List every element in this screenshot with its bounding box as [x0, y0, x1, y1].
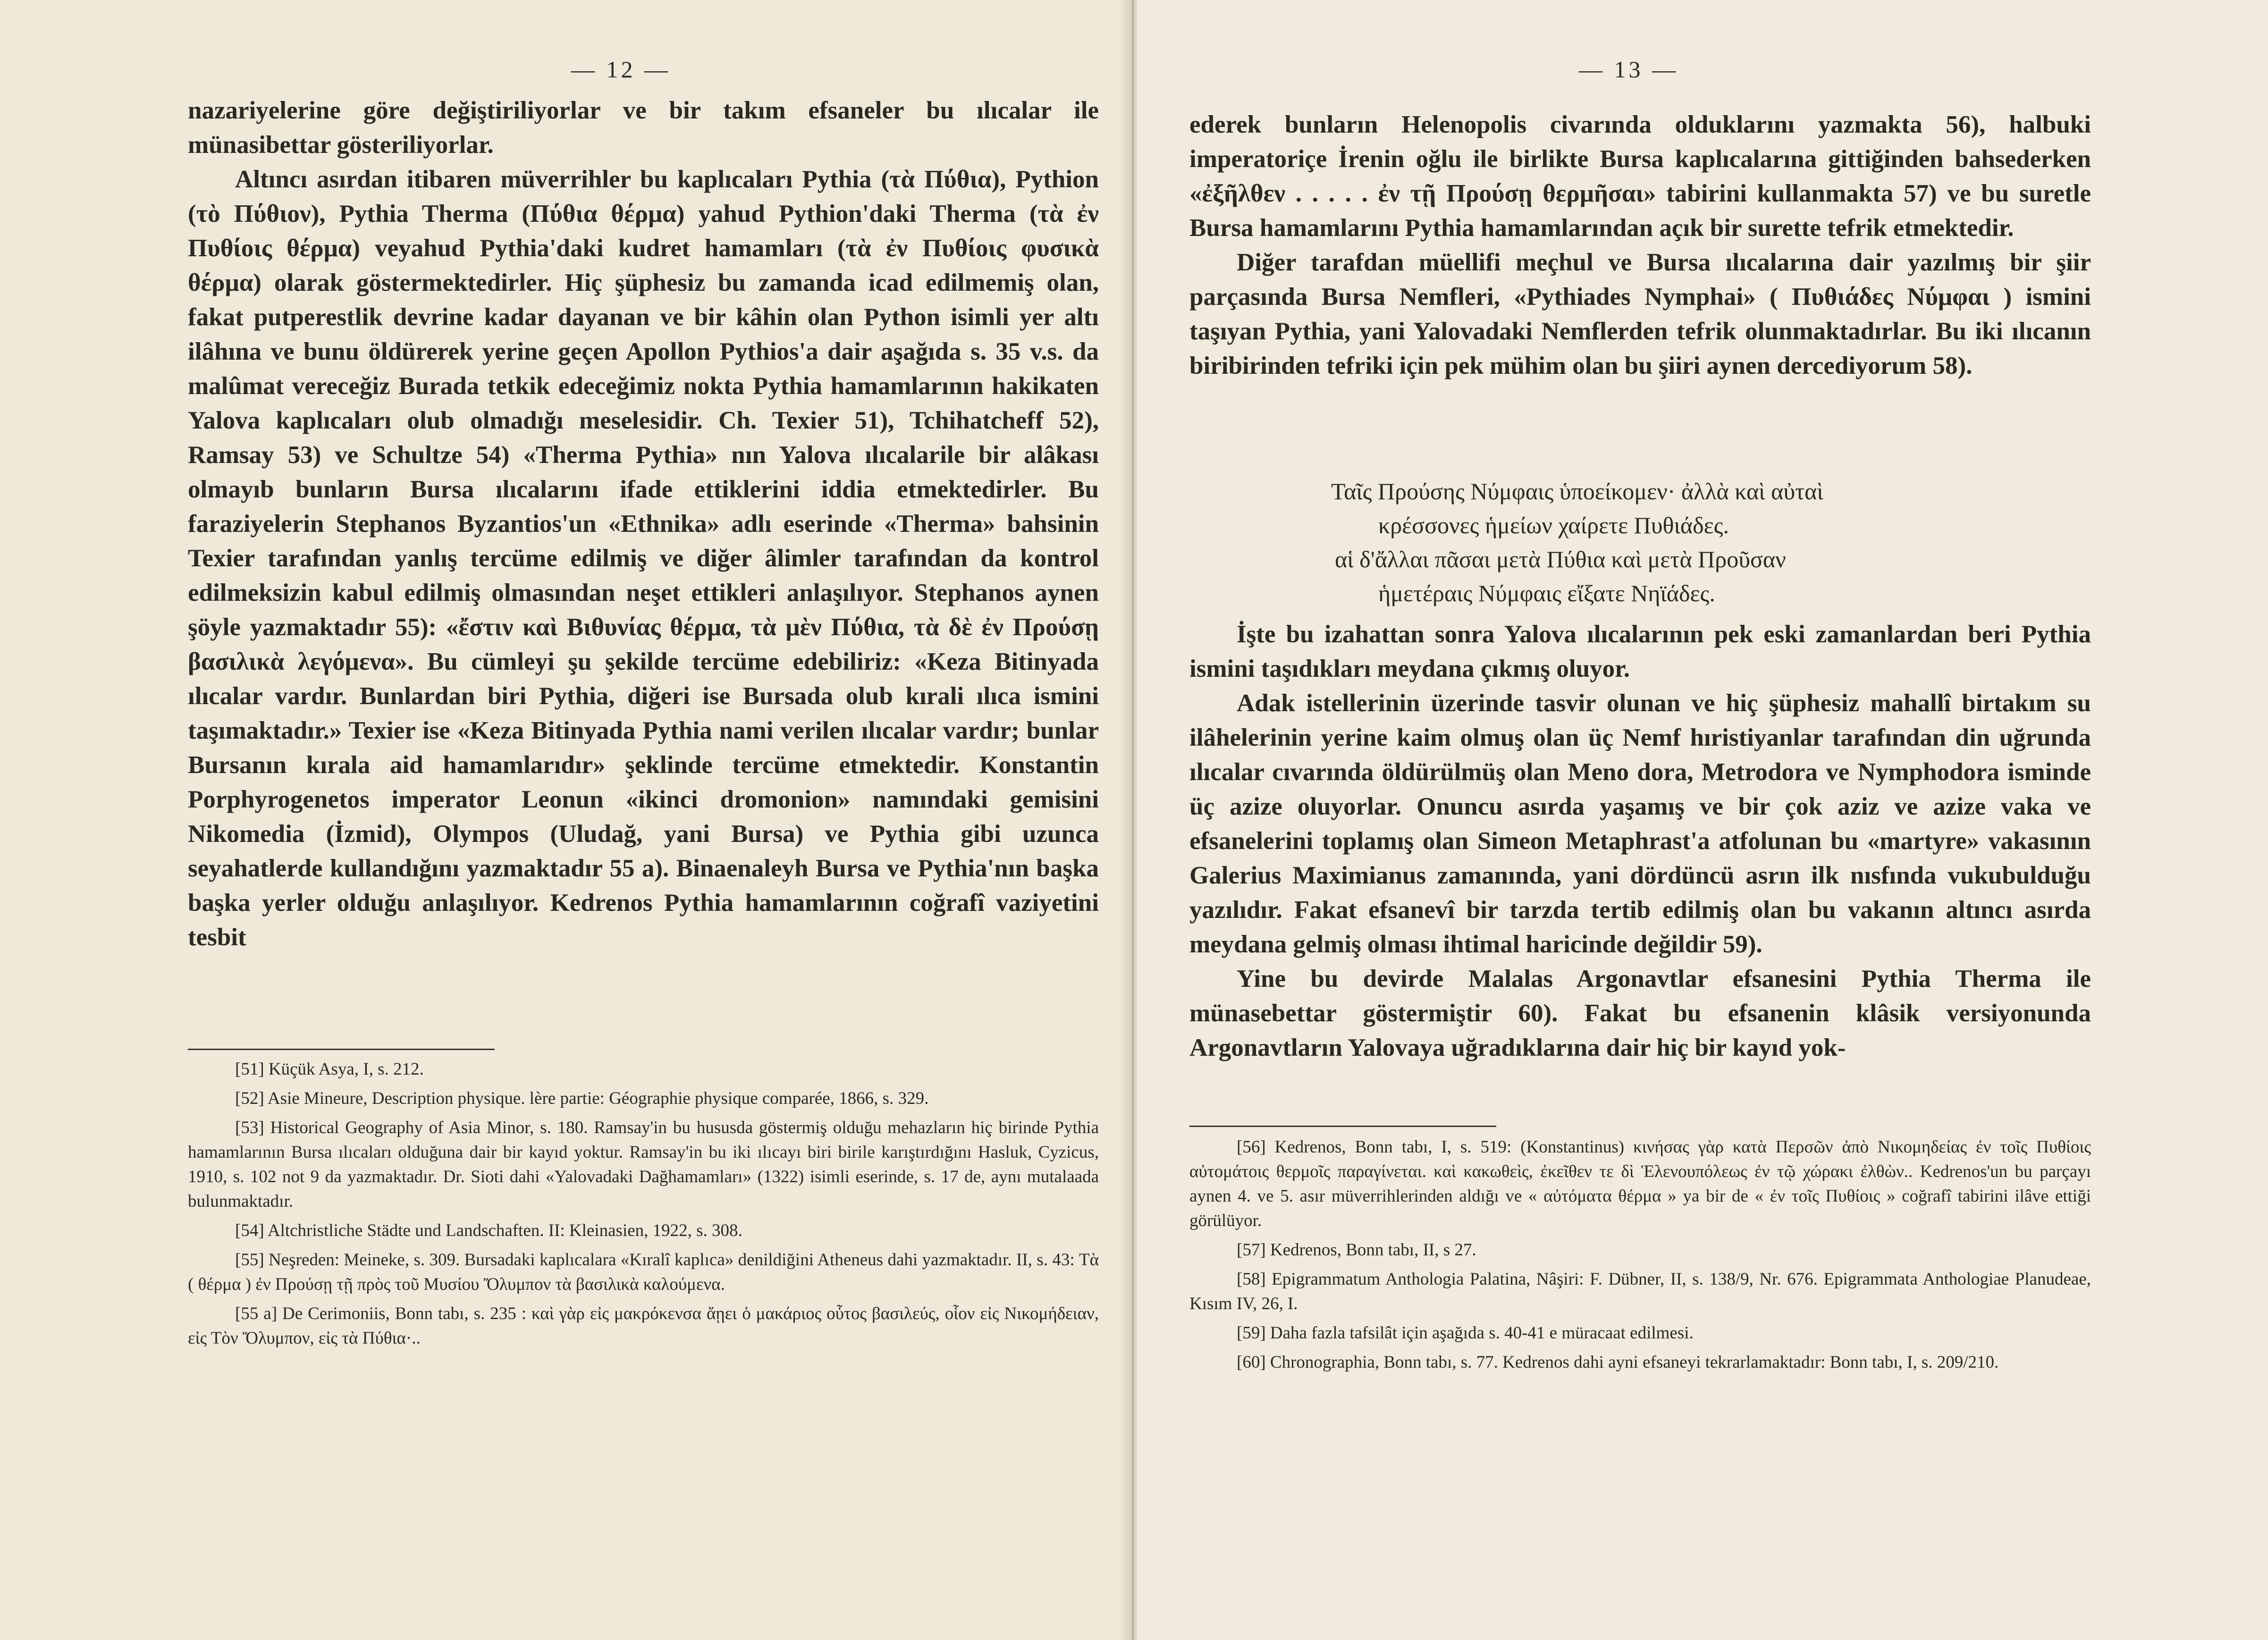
footnote-56: [56] Kedrenos, Bonn tabı, I, s. 519: (Konstantinus) κινήσας γὰρ κατὰ Περσῶν ἀπὸ Νικομηδείας ἐν τοῖς Πυθίοις αὐτομάτοις θερμοῖς παραγίνεται. καὶ κακωθεὶς, ἐκεῖθεν τε δὶ Ἑλενουπόλεως ἐν τῷ χώρακι ἐλθὼν.. Kedrenos'un bu parçayı aynen 4. ve 5. asır müverrihlerinden aldığı ve « αὐτόματα θέρμα » ya bir de « ἐν τοῖς Πυθίοις » coğrafî tabirini ilâve ettiği görülüyor.: [1189, 1137, 2091, 1230]
right-paragraph: Adak istellerinin üzerinde tasvir olunan ve hiç şüphesiz mahallî birtakım su ilâhelerinin yerine kaim olmuş olan üç Nemf hıristiyanlar tarafından din uğrunda ılıcalar cıvarında öldürülmüş olan Meno dora, Metrodora ve Nymphodora isminde üç azize oluyorlar. Onuncu asırda yaşamış ve bir çok aziz ve azize vaka ve efsanelerini toplamış olan Simeon Metaphrast'a atfolunan bu «martyre» vakasının Galerius Maximianus zamanında, yani dördüncü asrın ilk nısfında vukubulduğu yazılıdır. Fakat efsanevî bir tarzda tertib edilmiş olan bu vakanın altıncı asırda meydana gelmiş olması ihtimal haricinde değildir 59).: [1189, 690, 2091, 958]
footnote-53: [53] Historical Geography of Asia Minor, s. 180. Ramsay'in bu hususda göstermiş olduğu mehazların hiç birinde Pythia hamamlarının Bursa ılıcaları olduğuna dair bir kayıd yoktur. Ramsay'in bu iki ılıcayı biri birile karıştırdığını Hasluk, Cyzicus, 1910, s. 102 not 9 da yazmaktadır. Dr. Sioti dahi «Yalovadaki Dağhamamları» (1322) isimli eserinde, s. 17 de, aynı mutalaada bulunmaktadır.: [188, 1118, 1099, 1211]
right-body-text-top: [1189, 108, 2091, 383]
poem-line: ἡμετέραις Νύμφαις εἴξατε Νηϊάδες.: [1378, 580, 1715, 606]
left-paragraph: nazariyelerine göre değiştiriliyorlar ve bir takım efsaneler bu ılıcalar ile münasibettar gösteriliyorlar.: [188, 97, 1099, 159]
left-page: [0, 0, 1133, 1640]
page-number-right: — 13 —: [1579, 56, 1678, 83]
greek-poem: [1331, 474, 1992, 610]
footnote-51: [51] Küçük Asya, I, s. 212.: [235, 1060, 424, 1079]
right-paragraph: İşte bu izahattan sonra Yalova ılıcalarının pek eski zamanlardan beri Pythia ismini taşıdıkları meydana çıkmış oluyor.: [1189, 621, 2091, 682]
footnote-55a: [55 a] De Cerimoniis, Bonn tabı, s. 235 : καὶ γὰρ εἰς μακρόκενσα ἄῃει ὁ μακάριος οὗτος βασιλεύς, οἷον εἰς Νικομήδειαν, εἰς Τὸν Ὄλυμπον, εἰς τὰ Πύθια·..: [188, 1304, 1099, 1348]
right-paragraph: ederek bunların Helenopolis civarında olduklarını yazmakta 56), halbuki imperatoriçe İrenin oğlu ile birlikte Bursa kaplıcalarına gittiğinden bahsederken «ἐξῆλθεν . . . . . ἐν τῇ Προύσῃ θερμῆσαι» tabirini kullanmakta 57) ve bu suretle Bursa hamamlarını Pythia hamamlarından açık bir surette tefrik etmektedir.: [1189, 111, 2091, 242]
footnote-57: [57] Kedrenos, Bonn tabı, II, s 27.: [1237, 1240, 1476, 1260]
left-body-text: [188, 93, 1099, 955]
footnote-60: [60] Chronographia, Bonn tabı, s. 77. Kedrenos dahi ayni efsaneyi tekrarlamaktadır: Bonn tabı, I, s. 209/210.: [1237, 1353, 1999, 1372]
page-number-left: — 12 —: [571, 56, 671, 83]
right-paragraph: Diğer tarafdan müellifi meçhul ve Bursa ılıcalarına dair yazılmış bir şiir parçasında Bursa Nemfleri, «Pythiades Nymphai» ( Πυθιάδες Νύμφαι ) ismini taşıyan Pythia, yani Yalovadaki Nemflerden tefrik olunmaktadırlar. Bu iki ılıcanın biribirinden tefriki için pek mühim olan bu şiiri aynen dercediyorum 58).: [1189, 249, 2091, 379]
poem-line: κρέσσονες ἡμείων χαίρετε Πυθιάδες.: [1378, 512, 1729, 538]
poem-line: Ταῖς Προύσης Νύμφαις ὑποείκομεν· ἀλλὰ καὶ αὐταὶ: [1331, 478, 1823, 505]
left-paragraph: Altıncı asırdan itibaren müverrihler bu kaplıcaları Pythia (τὰ Πύθια), Pythion (τὸ Πύθιον), Pythia Therma (Πύθια θέρμα) yahud Pythion'daki Therma (τὰ ἐν Πυθίοις θέρμα) veyahud Pythia'daki kudret hamamları (τὰ ἐν Πυθίοις φυσικὰ θέρμα) olarak göstermektedirler. Hiç şüphesiz bu zamanda icad edilmemiş olan, fakat putperestlik devrine kadar dayanan ve bir kâhin olan Python isimli yer altı ilâhına ve bunu öldürerek yerine geçen Apollon Pythios'a dair aşağıda s. 35 v.s. da malûmat vereceğiz Burada tetkik edeceğimiz nokta Pythia hamamlarının hakikaten Yalova kaplıcaları olub olmadığı meselesidir. Ch. Texier 51), Tchihatcheff 52), Ramsay 53) ve Schultze 54) «Therma Pythia» nın Yalova ılıcalarile bir alâkası olmayıb bunların Bursa ılıcalarını ifade ettiklerini iddia etmektedirler. Bu faraziyelerin Stephanos Byzantios'un «Ethnika» adlı eserinde «Therma» bahsinin Texier tarafından yanlış tercüme edilmiş ve diğer âlimler tarafından da kontrol edilmeksizin kabul edilmiş olmasından neşet ettikleri anlaşılıyor. Stephanos aynen şöyle yazmaktadır 55): «ἔστιν καὶ Βιθυνίας θέρμα, τὰ μὲν Πύθια, τὰ δὲ ἐν Προύσῃ βασιλικὰ λεγόμενα». Bu cümleyi şu şekilde tercüme edebiliriz: «Keza Bitinyada ılıcalar vardır. Bunlardan biri Pythia, diğeri ise Bursada olub kırali ılıca ismini taşımaktadır.» Texier ise «Keza Bitinyada Pythia nami verilen ılıcalar vardır; bunlar Bursanın kırala aid hamamlarıdır» şeklinde tercüme etmektedir. Konstantin Porphyrogenetos imperator Leonun «ikinci dromonion» namındaki gemisini Nikomedia (İzmid), Olympos (Uludağ, yani Bursa) ve Pythia gibi uzunca seyahatlerde kullandığını yazmaktadır 55 a). Binaenaleyh Bursa ve Pythia'nın başka başka yerler olduğu anlaşılıyor. Kedrenos Pythia hamamlarının coğrafî vaziyetini tesbit: [188, 166, 1099, 951]
right-body-text-bottom: [1189, 617, 2091, 1065]
footnote-rule-left: [188, 1049, 495, 1050]
poem-line: αἱ δ'ἄλλαι πᾶσαι μετὰ Πύθια καὶ μετὰ Προῦσαν: [1335, 546, 1786, 572]
footnote-rule-right: [1189, 1126, 1496, 1127]
right-footnotes: [1189, 1135, 2091, 1379]
footnote-52: [52] Asie Mineure, Description physique. lère partie: Géographie physique comparée, 1866, s. 329.: [235, 1089, 929, 1108]
footnote-55: [55] Neşreden: Meineke, s. 309. Bursadaki kaplıcalara «Kıralî kaplıca» denildiğini Atheneus dahi yazmaktadır. II, s. 43: Τὰ ( θέρμα ) ἐν Προύσῃ τῇ πρὸς τοῦ Μυσίου Ὄλυμπον τὰ βασιλικὰ καλούμενα.: [188, 1250, 1099, 1294]
left-footnotes: [188, 1057, 1099, 1355]
right-paragraph: Yine bu devirde Malalas Argonavtlar efsanesini Pythia Therma ile münasebettar göstermiştir 60). Fakat bu efsanenin klâsik versiyonunda Argonavtların Yalovaya uğradıklarına dair hiç bir kayıd yok-: [1189, 965, 2091, 1061]
footnote-59: [59] Daha fazla tafsilât için aşağıda s. 40-41 e müracaat edilmesi.: [1237, 1323, 1694, 1343]
footnote-58: [58] Epigrammatum Anthologia Palatina, Nâşiri: F. Dübner, II, s. 138/9, Nr. 676. Epigrammata Anthologiae Planudeae, Kısım IV, 26, I.: [1189, 1270, 2091, 1313]
footnote-54: [54] Altchristliche Städte und Landschaften. II: Kleinasien, 1922, s. 308.: [235, 1221, 742, 1240]
